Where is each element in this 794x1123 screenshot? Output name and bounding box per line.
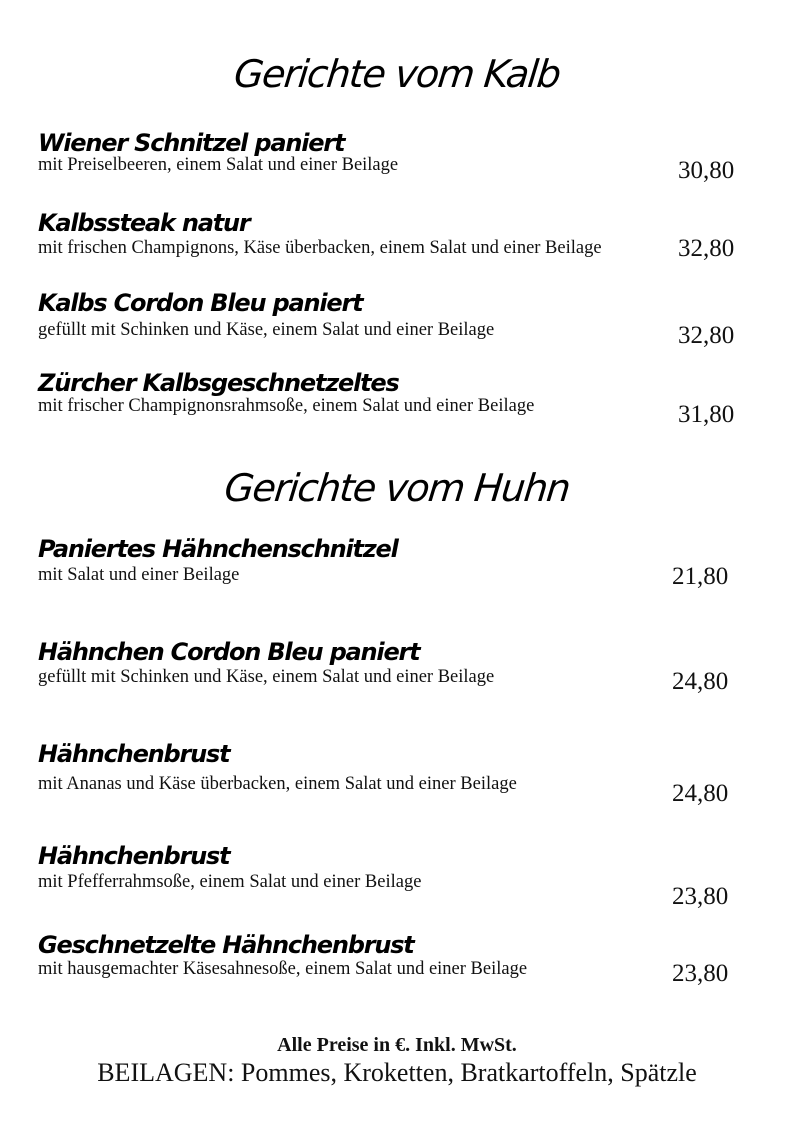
dish-name: Kalbs Cordon Bleu paniert [38, 289, 363, 317]
dish-description: mit hausgemachter Käsesahnesoße, einem Salat und einer Beilage [38, 959, 528, 979]
section-title-kalb: Gerichte vom Kalb [232, 52, 562, 96]
dish-price: 23,80 [672, 960, 729, 987]
sides-list: Pommes, Kroketten, Bratkartoffeln, Spätzle [240, 1058, 697, 1087]
dish-description: mit Preiselbeeren, einem Salat und einer Beilage [38, 155, 399, 175]
dish-name: Zürcher Kalbsgeschnetzeltes [38, 369, 399, 397]
dish-description: mit Pfefferrahmsoße, einem Salat und einer Beilage [38, 872, 422, 892]
dish-description: mit frischer Champignonsrahmsoße, einem Salat und einer Beilage [38, 396, 535, 416]
sides-label: BEILAGEN: [97, 1058, 235, 1087]
dish-name: Hähnchen Cordon Bleu paniert [38, 638, 420, 666]
dish-price: 24,80 [672, 780, 729, 807]
dish-description: mit Salat und einer Beilage [38, 565, 240, 585]
dish-price: 31,80 [678, 401, 735, 428]
dish-description: mit frischen Champignons, Käse überbacken, einem Salat und einer Beilage [38, 238, 602, 258]
section-title-huhn: Gerichte vom Huhn [222, 466, 572, 510]
price-note: Alle Preise in €. Inkl. MwSt. [277, 1034, 517, 1056]
dish-description: mit Ananas und Käse überbacken, einem Salat und einer Beilage [38, 774, 517, 794]
dish-name: Geschnetzelte Hähnchenbrust [38, 931, 414, 959]
sides-line [0, 1058, 794, 1088]
dish-name: Paniertes Hähnchenschnitzel [38, 535, 398, 563]
dish-price: 30,80 [678, 157, 735, 184]
dish-name: Hähnchenbrust [38, 842, 230, 870]
dish-description: gefüllt mit Schinken und Käse, einem Salat und einer Beilage [38, 667, 495, 687]
dish-name: Wiener Schnitzel paniert [38, 129, 345, 157]
dish-price: 24,80 [672, 668, 729, 695]
dish-name: Kalbssteak natur [38, 209, 250, 237]
dish-price: 32,80 [678, 235, 735, 262]
dish-price: 23,80 [672, 883, 729, 910]
dish-name: Hähnchenbrust [38, 740, 230, 768]
dish-price: 21,80 [672, 563, 729, 590]
dish-description: gefüllt mit Schinken und Käse, einem Salat und einer Beilage [38, 320, 495, 340]
dish-price: 32,80 [678, 322, 735, 349]
